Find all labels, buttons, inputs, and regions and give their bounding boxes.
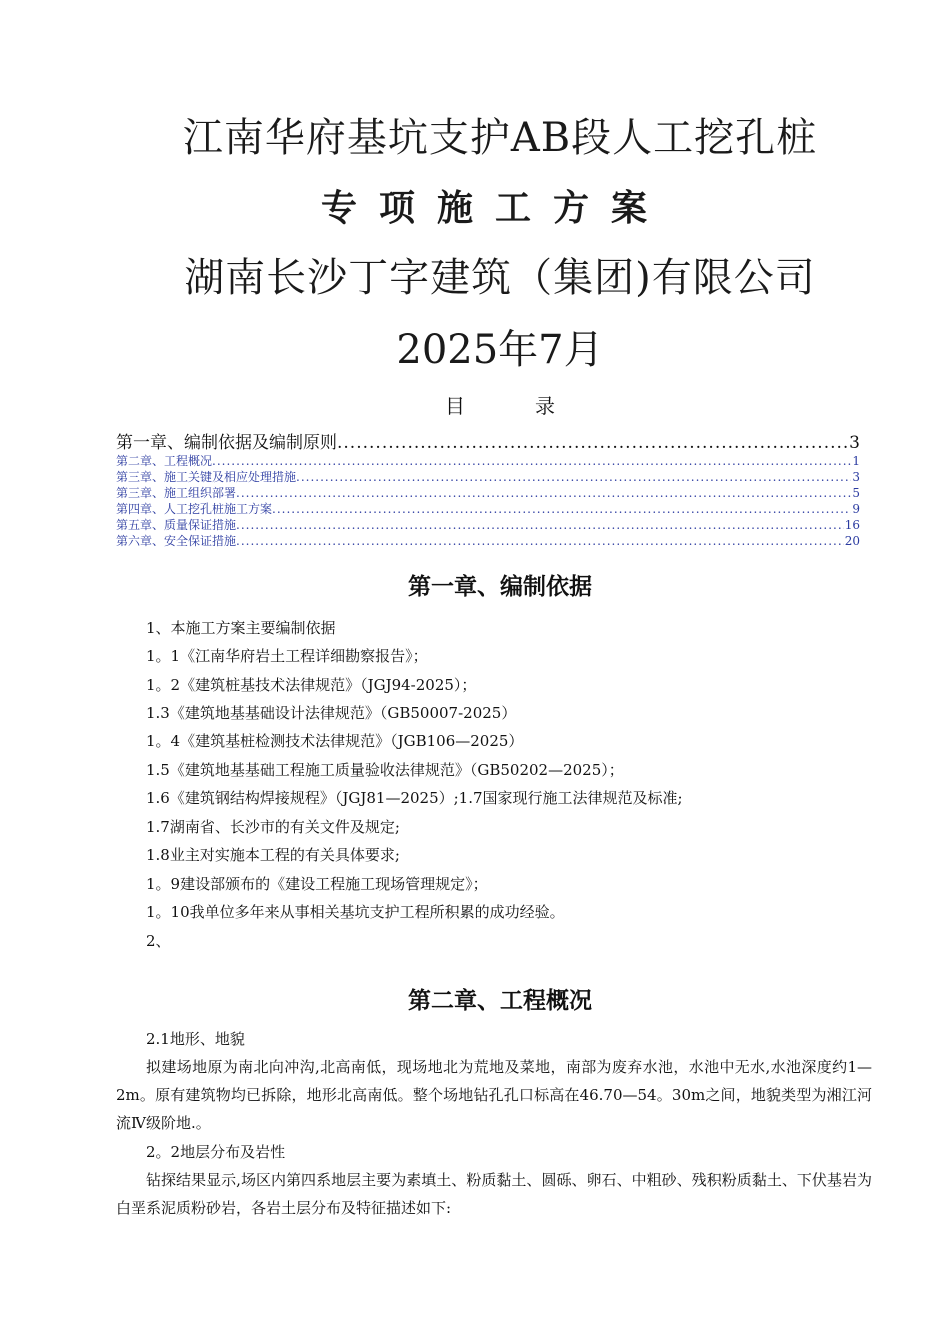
- toc-leader: [212, 454, 851, 468]
- paragraph: 1。9建设部颁布的《建设工程施工现场管理规定》；: [146, 875, 488, 893]
- chapter-title: 第一章、编制依据: [408, 574, 592, 600]
- paragraph: 1.5《建筑地基基础工程施工质量验收法律规范》（GB50202—2025）；: [146, 761, 624, 779]
- toc-entry[interactable]: [116, 532, 860, 549]
- toc-leader: [296, 470, 851, 484]
- cover-title: 江南华府基坑支护AB段人工挖孔桩: [182, 115, 818, 161]
- cover-subtitle: 专项施工方案: [320, 188, 669, 229]
- toc-leader: [272, 502, 851, 516]
- toc-entry-title: 第二章、工程概况: [116, 454, 213, 468]
- toc-entry[interactable]: [116, 516, 860, 533]
- paragraph: 1。1《江南华府岩土工程详细勘察报告》；: [146, 647, 428, 665]
- toc-entry-title: 第五章、质量保证措施: [116, 518, 237, 532]
- toc-entry-page: 9: [852, 502, 860, 516]
- cover-company: 湖南长沙丁字建筑（集团)有限公司: [184, 255, 816, 301]
- toc-entry-title: 第四章、人工挖孔桩施工方案: [116, 502, 273, 516]
- paragraph: 2、: [146, 932, 171, 950]
- toc-entry-page: 20: [844, 534, 860, 548]
- toc-leader: [236, 534, 844, 548]
- toc-heading-right: 录: [535, 394, 555, 418]
- paragraph: 1.7湖南省、长沙市的有关文件及规定;: [146, 818, 400, 836]
- toc-entry-page: 16: [844, 518, 860, 532]
- paragraph: 1.3《建筑地基基础设计法律规范》（GB50007-2025）: [146, 704, 517, 722]
- toc-entry[interactable]: [116, 428, 860, 453]
- toc-entry[interactable]: [116, 452, 860, 469]
- cover-date: 2025年7月: [396, 327, 604, 373]
- toc-heading: [0, 390, 950, 419]
- paragraph: 1、本施工方案主要编制依据: [146, 619, 336, 637]
- paragraph: 1.6《建筑钢结构焊接规程》（JGJ81—2025）;1.7国家现行施工法律规范及标准;: [146, 789, 683, 807]
- toc-leader: [236, 486, 851, 500]
- toc-entry-page: 3: [852, 470, 860, 484]
- toc-entry-title: 第六章、安全保证措施: [116, 534, 237, 548]
- body-paragraph: 钻探结果显示,场区内第四系地层主要为素填土、粉质黏土、圆砾、卵石、中粗砂、残积粉质黏土、下伏基岩为白垩系泥质粉砂岩，各岩土层分布及特征描述如下:: [116, 1171, 872, 1217]
- toc-entry-page: 5: [852, 486, 860, 500]
- body-paragraph: 拟建场地原为南北向冲沟,北高南低，现场地北为荒地及菜地，南部为废弃水池，水池中无水,水池深度约1—2m。原有建筑物均已拆除，地形北高南低。整个场地钻孔孔口标高在46.70—54。30m之间，地貌类型为湘江河流Ⅳ级阶地.。: [116, 1058, 872, 1132]
- toc-entry-title: 第三章、施工组织部署: [116, 486, 237, 500]
- section-heading: 2.1地形、地貌: [146, 1030, 245, 1048]
- toc-entry[interactable]: [116, 500, 860, 517]
- toc-entry-title: 第三章、施工关键及相应处理措施: [116, 470, 297, 484]
- toc-leader: [236, 518, 844, 532]
- paragraph: 1。4《建筑基桩检测技术法律规范》（JGB106—2025）: [146, 732, 524, 750]
- paragraph: 1。2《建筑桩基技术法律规范》（JGJ94-2025）；: [146, 676, 477, 694]
- toc-entry[interactable]: [116, 468, 860, 485]
- chapter-title: 第二章、工程概况: [408, 988, 592, 1014]
- toc-entry-page: 3: [849, 433, 860, 453]
- section-heading: 2。2地层分布及岩性: [146, 1143, 286, 1161]
- toc-entry-page: 1: [852, 454, 860, 468]
- toc-heading-left: 目: [445, 394, 465, 418]
- toc-entry[interactable]: [116, 484, 860, 501]
- toc-leader: [337, 433, 848, 453]
- paragraph: 1.8业主对实施本工程的有关具体要求;: [146, 846, 400, 864]
- paragraph: 1。10我单位多年来从事相关基坑支护工程所积累的成功经验。: [146, 903, 565, 921]
- toc-entry-title: 第一章、编制依据及编制原则: [116, 433, 337, 453]
